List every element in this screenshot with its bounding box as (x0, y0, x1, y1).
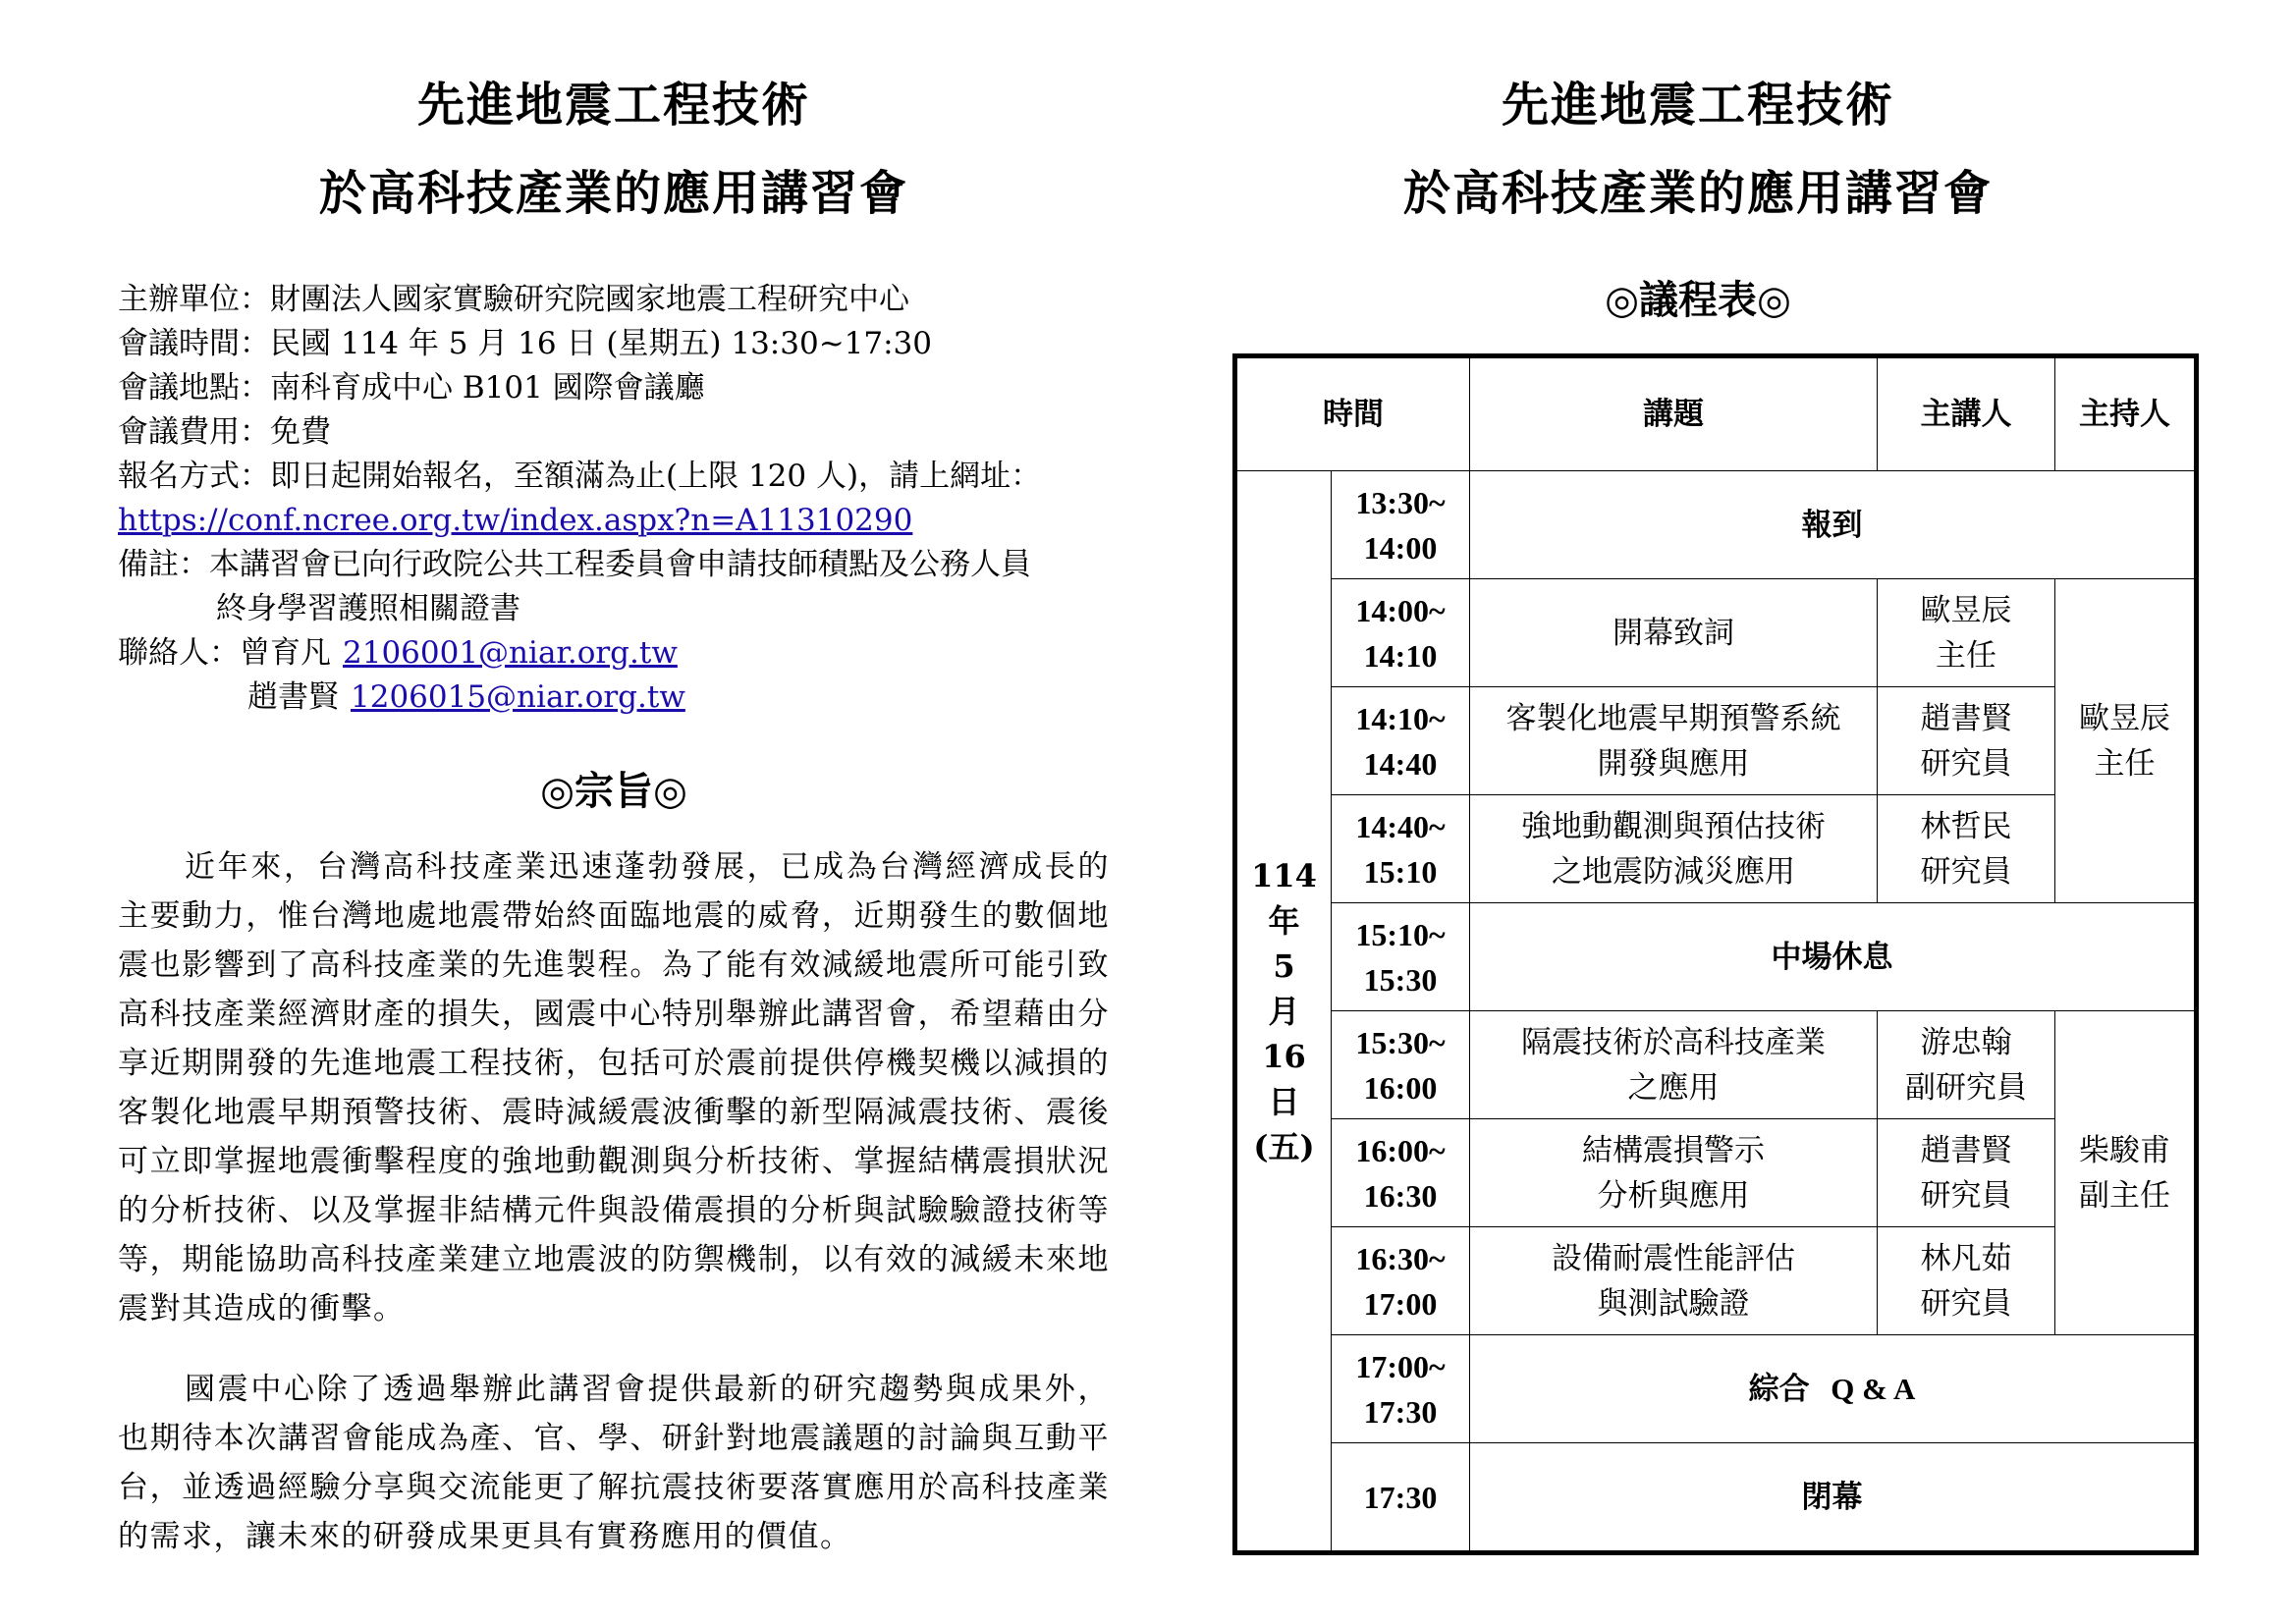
purpose-paragraph-1: 近年來，台灣高科技產業迅速蓬勃發展，已成為台灣經濟成長的主要動力，惟台灣地處地震帶始終面臨地震的威脅，近期發生的數個地震也影響到了高科技產業的先進製程。為了能有效減緩地震所可能引致高科技產業經濟財產的損失，國震中心特別舉辦此講習會，希望藉由分享近期開發的先進地震工程技術，包括可於震前提供停機契機以減損的客製化地震早期預警技術、震時減緩震波衝擊的新型隔減震技術、震後可立即掌握地震衝擊程度的強地動觀測與分析技術、掌握結構震損狀況的分析技術、以及掌握非結構元件與設備震損的分析與試驗驗證技術等等，期能協助高科技產業建立地震波的防禦機制，以有效的減緩未來地震對其造成的衝擊。 (118, 849, 1110, 1326)
date-month: 5 (1273, 947, 1295, 985)
table-row (1235, 471, 2197, 579)
date-cell (1235, 471, 1332, 1553)
table-row (1235, 1011, 2197, 1119)
table-row (1235, 1227, 2197, 1335)
topic-cell: 報到 (1470, 471, 2197, 579)
register-url-link[interactable]: https://conf.ncree.org.tw/index.aspx?n=A11310290 (118, 503, 913, 538)
organizer-line: 主辦單位：財團法人國家實驗研究院國家地震工程研究中心 (118, 282, 909, 317)
note-line1: 備註：本講習會已向行政院公共工程委員會申請技師積點及公務人員 (118, 547, 1031, 582)
purpose-heading: ◎宗旨◎ (540, 768, 687, 814)
topic-cell: 客製化地震早期預警系統 開發與應用 (1470, 687, 1878, 795)
register-line: 報名方式：即日起開始報名，至額滿為止(上限 120 人)，請上網址： (118, 459, 1042, 494)
time-cell: 16:00~ 16:30 (1332, 1119, 1470, 1227)
time-cell: 13:30~ 14:00 (1332, 471, 1470, 579)
speaker-cell: 歐昱辰 主任 (1878, 579, 2055, 687)
time-cell: 17:00~ 17:30 (1332, 1335, 1470, 1443)
event-info (118, 278, 1100, 720)
host-cell-2: 柴駿甫 副主任 (2055, 1011, 2197, 1335)
date-day-char: 日 (1268, 1082, 1300, 1120)
topic-cell: 隔震技術於高科技產業 之應用 (1470, 1011, 1878, 1119)
contact-label: 聯絡人：曾育凡 (118, 635, 331, 671)
topic-cell: 結構震損警示 分析與應用 (1470, 1119, 1878, 1227)
right-page (1148, 0, 2296, 1623)
right-title-line1: 先進地震工程技術 (1501, 78, 1894, 133)
register-url-row (118, 499, 1100, 543)
time-cell: 14:00~ 14:10 (1332, 579, 1470, 687)
speaker-cell: 趙書賢 研究員 (1878, 1119, 2055, 1227)
time-cell: 16:30~ 17:00 (1332, 1227, 1470, 1335)
table-row (1235, 1119, 2197, 1227)
left-title-line2: 於高科技產業的應用講習會 (318, 166, 908, 221)
date-year-char: 年 (1268, 901, 1300, 940)
table-row (1235, 687, 2197, 795)
agenda-heading: ◎議程表◎ (1605, 277, 1791, 323)
host-cell-1: 歐昱辰 主任 (2055, 579, 2197, 903)
header-time: 時間 (1235, 356, 1470, 471)
fee-line: 會議費用：免費 (118, 414, 331, 450)
date-weekday: (五) (1253, 1127, 1315, 1165)
header-host: 主持人 (2055, 356, 2197, 471)
time-cell: 15:10~ 15:30 (1332, 903, 1470, 1011)
table-row (1235, 1335, 2197, 1443)
table-row (1235, 795, 2197, 903)
contact-line2 (118, 676, 1100, 720)
topic-cell: 設備耐震性能評估 與測試驗證 (1470, 1227, 1878, 1335)
speaker-cell: 林哲民 研究員 (1878, 795, 2055, 903)
contact2-name: 趙書賢 (247, 679, 339, 715)
left-title-line1: 先進地震工程技術 (416, 78, 810, 133)
time-cell: 14:10~ 14:40 (1332, 687, 1470, 795)
speaker-cell: 林凡茹 研究員 (1878, 1227, 2055, 1335)
speaker-cell: 趙書賢 研究員 (1878, 687, 2055, 795)
table-row (1235, 579, 2197, 687)
agenda-table (1232, 353, 2199, 1555)
agenda-header-row (1235, 356, 2197, 471)
place-line: 會議地點：南科育成中心 B101 國際會議廳 (118, 370, 705, 406)
topic-cell: 中場休息 (1470, 903, 2197, 1011)
table-row (1235, 1443, 2197, 1553)
date-month-char: 月 (1268, 992, 1300, 1030)
header-topic: 講題 (1470, 356, 1878, 471)
topic-cell: 強地動觀測與預估技術 之地震防減災應用 (1470, 795, 1878, 903)
note-line2: 終身學習護照相關證書 (216, 591, 520, 626)
purpose-paragraph-2: 國震中心除了透過舉辦此講習會提供最新的研究趨勢與成果外，也期待本次講習會能成為產、官、學、研針對地震議題的討論與互動平台，並透過經驗分享與交流能更了解抗震技術要落實應用於高科技產業的需求，讓未來的研發成果更具有實務應用的價值。 (118, 1372, 1110, 1554)
time-line: 會議時間：民國 114 年 5 月 16 日 (星期五) 13:30~17:30 (118, 326, 933, 361)
contact2-email-link[interactable]: 1206015@niar.org.tw (351, 679, 685, 715)
time-cell: 17:30 (1332, 1443, 1470, 1553)
right-title-line2: 於高科技產業的應用講習會 (1402, 166, 1993, 221)
time-cell: 14:40~ 15:10 (1332, 795, 1470, 903)
contact1-email-link[interactable]: 2106001@niar.org.tw (343, 635, 678, 671)
contact-line1 (118, 631, 1100, 676)
date-year: 114 (1251, 856, 1317, 894)
date-day: 16 (1262, 1037, 1306, 1075)
topic-cell: 閉幕 (1470, 1443, 2197, 1553)
topic-cell: 開幕致詞 (1470, 579, 1878, 687)
speaker-cell: 游忠翰 副研究員 (1878, 1011, 2055, 1119)
header-speaker: 主講人 (1878, 356, 2055, 471)
time-cell: 15:30~ 16:00 (1332, 1011, 1470, 1119)
table-row (1235, 903, 2197, 1011)
topic-cell: 綜合 Q & A (1470, 1335, 2197, 1443)
